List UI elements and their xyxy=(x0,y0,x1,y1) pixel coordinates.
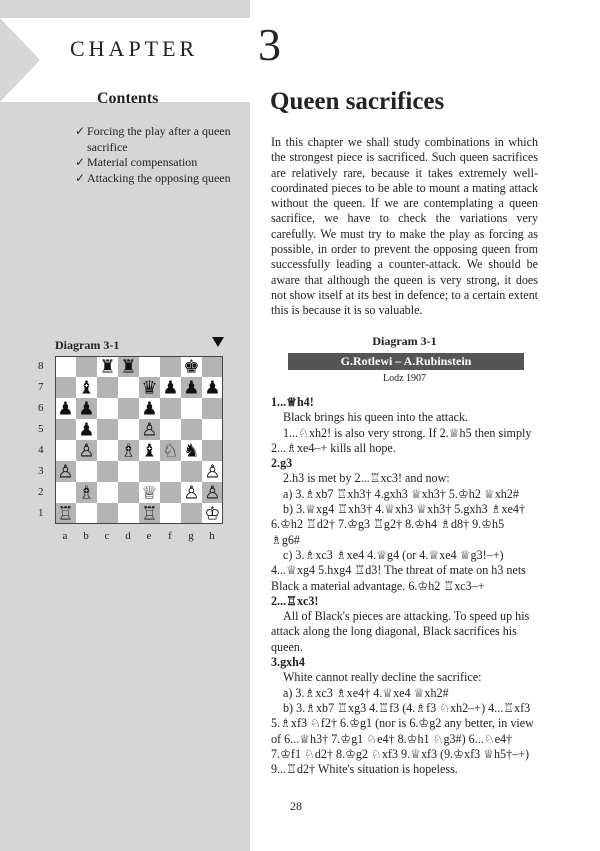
board-square xyxy=(160,398,181,419)
comment-line: 9...♖d2† White's situation is hopeless. xyxy=(271,762,458,777)
contents-item-label: Attacking the opposing queen xyxy=(87,170,231,185)
board-square xyxy=(118,461,139,482)
contents-item xyxy=(75,171,250,187)
chess-piece-e4: ♝ xyxy=(141,440,158,462)
board-square xyxy=(160,419,181,440)
file-label: e xyxy=(146,530,152,542)
chess-piece-f4: ♘ xyxy=(162,440,179,462)
move-heading: 3.gxh4 xyxy=(271,655,305,670)
chess-piece-g2: ♙ xyxy=(183,482,200,504)
comment-line: Black a material advantage. 6.♔h2 ♖xc3–+ xyxy=(271,578,485,593)
chess-piece-a3: ♙ xyxy=(57,461,74,483)
comment-line: of 6...♕h3† 7.♔g1 ♘e4† 8.♔h1 ♘g3#) 6...♘e4† xyxy=(271,731,513,746)
contents-list xyxy=(75,124,250,186)
rank-label: 2 xyxy=(38,486,44,498)
board-square xyxy=(118,419,139,440)
contents-item-label: Forcing the play after a queen sacrifice xyxy=(87,124,231,154)
board-square xyxy=(97,503,118,524)
file-label: b xyxy=(83,530,89,542)
black-to-move-triangle-icon xyxy=(212,337,224,347)
chess-piece-a6: ♟ xyxy=(57,398,74,420)
board-square xyxy=(55,356,76,377)
contents-item xyxy=(75,124,250,155)
board-square xyxy=(55,377,76,398)
board-square xyxy=(118,503,139,524)
chess-piece-g8: ♚ xyxy=(183,356,200,378)
board-square xyxy=(181,461,202,482)
chess-piece-d4: ♗ xyxy=(120,440,137,462)
chess-piece-h2: ♙ xyxy=(204,482,221,504)
comment-line: attack along the long diagonal, Black sacrifices his xyxy=(271,624,517,639)
move-comment xyxy=(271,609,538,655)
move-comment xyxy=(271,670,538,777)
rank-label: 6 xyxy=(38,402,44,414)
board-square xyxy=(118,398,139,419)
game-annotation xyxy=(271,395,538,777)
board-square xyxy=(118,377,139,398)
board-square xyxy=(181,503,202,524)
page-number: 28 xyxy=(290,799,302,813)
chess-piece-b6: ♟ xyxy=(78,398,95,420)
board-square xyxy=(202,440,223,461)
board-square xyxy=(97,419,118,440)
chess-piece-b5: ♟ xyxy=(78,419,95,441)
board-square xyxy=(160,356,181,377)
comment-line: b) 3.♗xb7 ♖xg3 4.♖f3 (4.♗f3 ♘xh2–+) 4...♖xf3 xyxy=(283,700,531,715)
comment-line: 2.h3 is met by 2...♖xc3! and now: xyxy=(283,471,450,486)
file-label: f xyxy=(168,530,172,542)
move-comment xyxy=(271,426,538,457)
board-square xyxy=(97,482,118,503)
comment-line: a) 3.♗xb7 ♖xh3† 4.gxh3 ♕xh3† 5.♔h2 ♕xh2# xyxy=(283,486,519,501)
chess-piece-g4: ♞ xyxy=(183,440,200,462)
comment-line: b) 3.♕xg4 ♖xh3† 4.♕xh3 ♕xh3† 5.gxh3 ♗xe4† xyxy=(283,502,525,517)
chess-piece-a1: ♖ xyxy=(57,503,74,524)
check-icon: ✓ xyxy=(75,124,86,138)
board-square xyxy=(76,356,97,377)
file-label: d xyxy=(125,530,131,542)
board-square xyxy=(139,356,160,377)
board-square xyxy=(139,461,160,482)
comment-line: 7.♔f1 ♘d2† 8.♔g2 ♘xf3 9.♕xf3 (9.♔xf3 ♕h5†–+) xyxy=(271,746,530,761)
comment-line: queen. xyxy=(271,639,303,654)
file-label: c xyxy=(104,530,110,542)
move-heading: 2.g3 xyxy=(271,456,293,471)
comment-line: All of Black's pieces are attacking. To speed up his xyxy=(283,609,530,624)
comment-line: 5.♗xf3 ♘f2† 6.♔g1 (nor is 6.♔g2 any better, in view xyxy=(271,716,534,731)
board-square xyxy=(160,461,181,482)
chapter-number: 3 xyxy=(258,19,281,70)
comment-line: White cannot really decline the sacrifice: xyxy=(283,670,482,685)
chess-piece-e7: ♛ xyxy=(141,377,158,399)
rank-label: 7 xyxy=(38,381,44,393)
contents-item xyxy=(75,155,250,171)
rank-label: 3 xyxy=(38,465,44,477)
chess-board xyxy=(55,356,223,524)
chess-piece-d8: ♜ xyxy=(120,356,137,378)
chess-piece-b4: ♙ xyxy=(78,440,95,462)
move-heading: 1...♕h4! xyxy=(271,395,314,409)
check-icon: ✓ xyxy=(75,170,86,185)
board-square xyxy=(97,461,118,482)
board-square xyxy=(76,461,97,482)
board-square xyxy=(118,482,139,503)
board-square xyxy=(160,503,181,524)
file-label: a xyxy=(62,530,68,542)
board-square xyxy=(202,356,223,377)
contents-item-label: Material compensation xyxy=(87,155,198,169)
board-square xyxy=(202,419,223,440)
chess-piece-b2: ♗ xyxy=(78,482,95,504)
chess-piece-g7: ♟ xyxy=(183,377,200,399)
chess-piece-h3: ♙ xyxy=(204,461,221,483)
chess-piece-e2: ♕ xyxy=(141,482,158,504)
move-heading: 2...♖xc3! xyxy=(271,593,319,608)
comment-line: 1...♘xh2! is also very strong. If 2.♕h5 then simply xyxy=(283,425,532,440)
board-square xyxy=(76,503,97,524)
comment-line: Black brings his queen into the attack. xyxy=(283,410,469,425)
check-icon: ✓ xyxy=(75,155,86,169)
board-square xyxy=(97,398,118,419)
move-comment xyxy=(271,410,538,425)
contents-title: Contents xyxy=(97,90,159,107)
chapter-label: CHAPTER xyxy=(70,36,199,61)
board-square xyxy=(181,398,202,419)
chess-piece-e1: ♖ xyxy=(141,503,158,524)
board-square xyxy=(160,482,181,503)
game-players-bar: G.Rotlewi – A.Rubinstein xyxy=(288,353,524,370)
chess-piece-b7: ♝ xyxy=(78,377,95,399)
game-venue: Lodz 1907 xyxy=(382,373,427,384)
diagram-caption-right: Diagram 3-1 xyxy=(372,334,437,348)
chess-piece-e6: ♟ xyxy=(141,398,158,420)
board-square xyxy=(55,440,76,461)
board-square xyxy=(97,377,118,398)
comment-line: c) 3.♗xc3 ♗xe4 4.♕g4 (or 4.♕xe4 ♕g3!–+) xyxy=(283,547,504,562)
board-square xyxy=(202,398,223,419)
comment-line: a) 3.♗xc3 ♗xe4† 4.♕xe4 ♕xh2# xyxy=(283,685,449,700)
rank-label: 1 xyxy=(38,507,44,519)
diagram-caption-left: Diagram 3-1 xyxy=(55,338,120,352)
rank-label: 5 xyxy=(38,423,44,435)
chess-piece-h7: ♟ xyxy=(204,377,221,399)
rank-label: 4 xyxy=(38,444,44,456)
intro-paragraph: In this chapter we shall study combinations in which the strongest piece is sacrificed. Such queen sacrifices are relatively rare, because it takes extremely well-coordinated pieces to be able to mount a mating attack without the queen. If we are contemplating a queen sacrifice, we have to check the variations very carefully. We must try to make the play as forcing as possible, in order to prevent the opposing queen from successfully leading a counter-attack. We should be aware that although the queen is very strong, it does not show itself at its best in defence; to a certain extent this is because it is so valuable. xyxy=(271,135,538,318)
chess-piece-e5: ♙ xyxy=(141,419,158,441)
board-square xyxy=(55,482,76,503)
board-square xyxy=(55,419,76,440)
rank-label: 8 xyxy=(38,360,44,372)
comment-line: 2...♗xe4–+ kills all hope. xyxy=(271,440,396,455)
file-label: g xyxy=(188,530,194,542)
chess-piece-c8: ♜ xyxy=(99,356,116,378)
chess-piece-f7: ♟ xyxy=(162,377,179,399)
move-comment xyxy=(271,471,538,593)
board-square xyxy=(97,440,118,461)
comment-line: ♗g6# xyxy=(271,532,300,547)
chess-piece-h1: ♔ xyxy=(204,503,221,524)
file-label: h xyxy=(209,530,215,542)
board-square xyxy=(181,419,202,440)
comment-line: 4...♕xg4 5.hxg4 ♖d3! The threat of mate on h3 nets xyxy=(271,563,526,578)
comment-line: 6.♔h2 ♖d2† 7.♔g3 ♖g2† 8.♔h4 ♗d8† 9.♔h5 xyxy=(271,517,505,532)
page-title: Queen sacrifices xyxy=(270,88,445,115)
